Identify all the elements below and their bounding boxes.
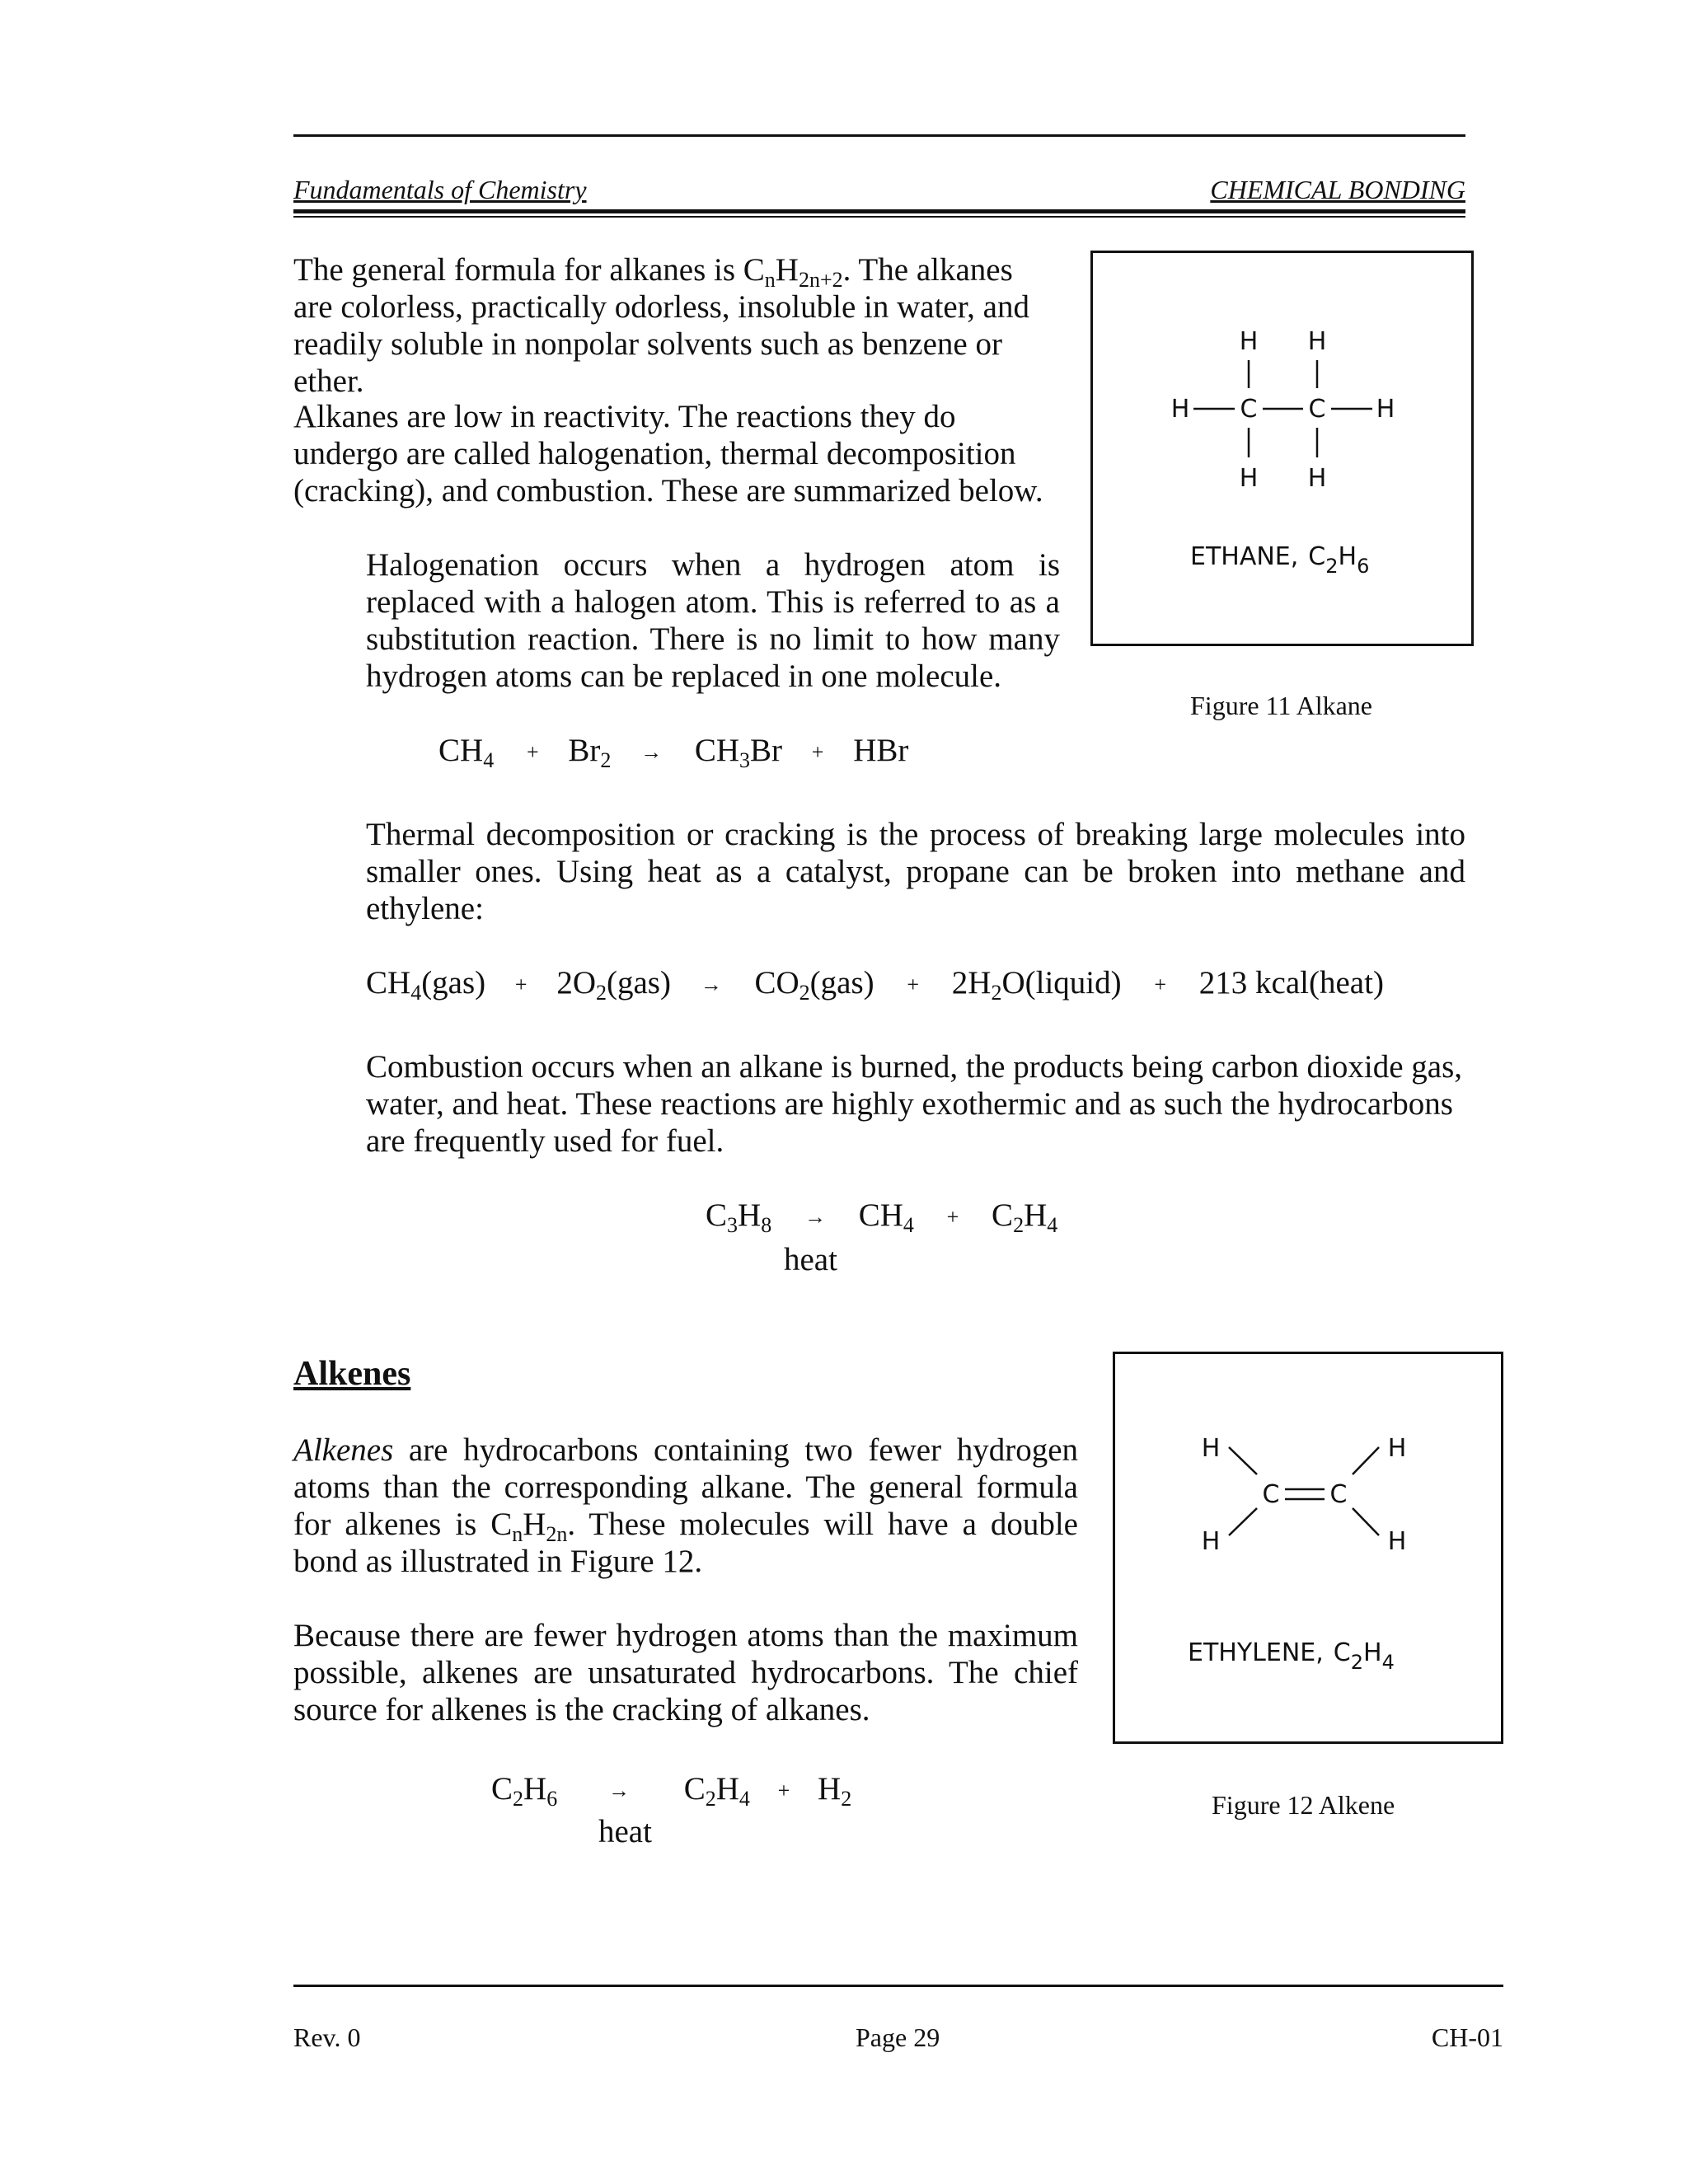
- header-thin-rule: [293, 216, 1465, 218]
- ethane-structure-diagram: [1093, 253, 1471, 644]
- halogenation-equation: $CH_4 + Br_2 \to CH_3Br$ + HBr: [438, 733, 909, 772]
- figure-11-box: [1090, 251, 1474, 646]
- header-left-title: Fundamentals of Chemistry: [293, 175, 587, 204]
- ethylene-structure-diagram: [1115, 1354, 1501, 1741]
- thermal-decomposition-paragraph: Thermal decomposition or cracking is the process of breaking large molecules into smaller ones. Using heat as a catalyst, propane can be broken into methane and ethylene:: [366, 817, 1465, 926]
- ethylene-h-top-right: H: [1387, 1434, 1407, 1463]
- header-thick-rule: [293, 209, 1465, 213]
- alkenes-heading: Alkenes: [293, 1355, 411, 1393]
- cracking-heat-label: heat: [784, 1242, 837, 1277]
- alkenes-paragraph-2: Because there are fewer hydrogen atoms than the maximum possible, alkenes are unsaturated hydrocarbons. The chief source for alkenes is the cracking of alkanes.: [293, 1618, 1078, 1727]
- ethane-cracking-equation: $C_2H_6 \to C_2H_4 + H_2$: [491, 1771, 852, 1811]
- header-top-rule: [293, 134, 1465, 137]
- footer-page-number: Page 29: [856, 2022, 940, 2052]
- ethane-h-bottom-right: H: [1307, 464, 1327, 493]
- ethane-c-left: C: [1240, 395, 1258, 424]
- ethane-h-right: H: [1376, 395, 1395, 424]
- figure-12-box: [1113, 1352, 1503, 1744]
- combustion-equation: $CH_4(gas) + 2O_2(gas) \to CO_2(gas)$ + $2H_2O(liquid) + 213$ kcal(heat): [366, 965, 1384, 1005]
- cracking-equation: $C_3H_8 \to CH_4 + C_2H_4$: [706, 1197, 1058, 1237]
- figure-11-caption: Figure 11 Alkane: [1190, 691, 1372, 720]
- intro-paragraph-2: Alkanes are low in reactivity. The reactions they do undergo are called halogenation, thermal decomposition (cracking), and combustion. These are summarized below.: [293, 399, 1043, 509]
- header-right-title: CHEMICAL BONDING: [1210, 175, 1465, 204]
- ethane-c-right: C: [1308, 395, 1326, 424]
- figure-12-caption: Figure 12 Alkene: [1212, 1790, 1395, 1820]
- ethylene-c-left: C: [1262, 1480, 1280, 1509]
- footer-revision: Rev. 0: [293, 2022, 361, 2052]
- halogenation-paragraph: Halogenation occurs when a hydrogen atom is replaced with a halogen atom. This is referred to as a substitution reaction. There is no limit to how many hydrogen atoms can be replaced in one molecule.: [366, 547, 1060, 694]
- combustion-paragraph: Combustion occurs when an alkane is burned, the products being carbon dioxide gas, water, and heat. These reactions are highly exothermic and as such the hydrocarbons are frequently used for fuel.: [366, 1049, 1463, 1159]
- ethylene-h-top-left: H: [1201, 1434, 1221, 1463]
- footer-document-code: CH-01: [1431, 2022, 1503, 2052]
- ethane-h-top-right: H: [1307, 327, 1327, 356]
- ethane-h-left: H: [1170, 395, 1190, 424]
- ethylene-c-right: C: [1329, 1480, 1348, 1509]
- intro-paragraph-1: The general formula for alkanes is $C_nH_{2n+2}$. The alkanes are colorless, practically odorless, insoluble in water, and readily soluble in nonpolar solvents such as benzene or ether.: [293, 252, 1029, 399]
- ethane-label: ETHANE, $C_2H_6$: [1190, 542, 1370, 578]
- ethylene-label: ETHYLENE, $C_2H_4$: [1188, 1638, 1395, 1674]
- ethane-h-bottom-left: H: [1239, 464, 1259, 493]
- ethane-cracking-heat-label: heat: [598, 1814, 652, 1849]
- ethylene-h-bottom-left: H: [1201, 1527, 1221, 1556]
- footer-rule: [293, 1985, 1503, 1987]
- alkenes-paragraph-1: Alkenes are hydrocarbons containing two fewer hydrogen atoms than the corresponding alkane. The general formula for alkenes is $C_nH_{2n}$. These molecules will have a double bond as illustrated in Figure 12.: [293, 1432, 1078, 1579]
- ethane-h-top-left: H: [1239, 327, 1259, 356]
- ethylene-h-bottom-right: H: [1387, 1527, 1407, 1556]
